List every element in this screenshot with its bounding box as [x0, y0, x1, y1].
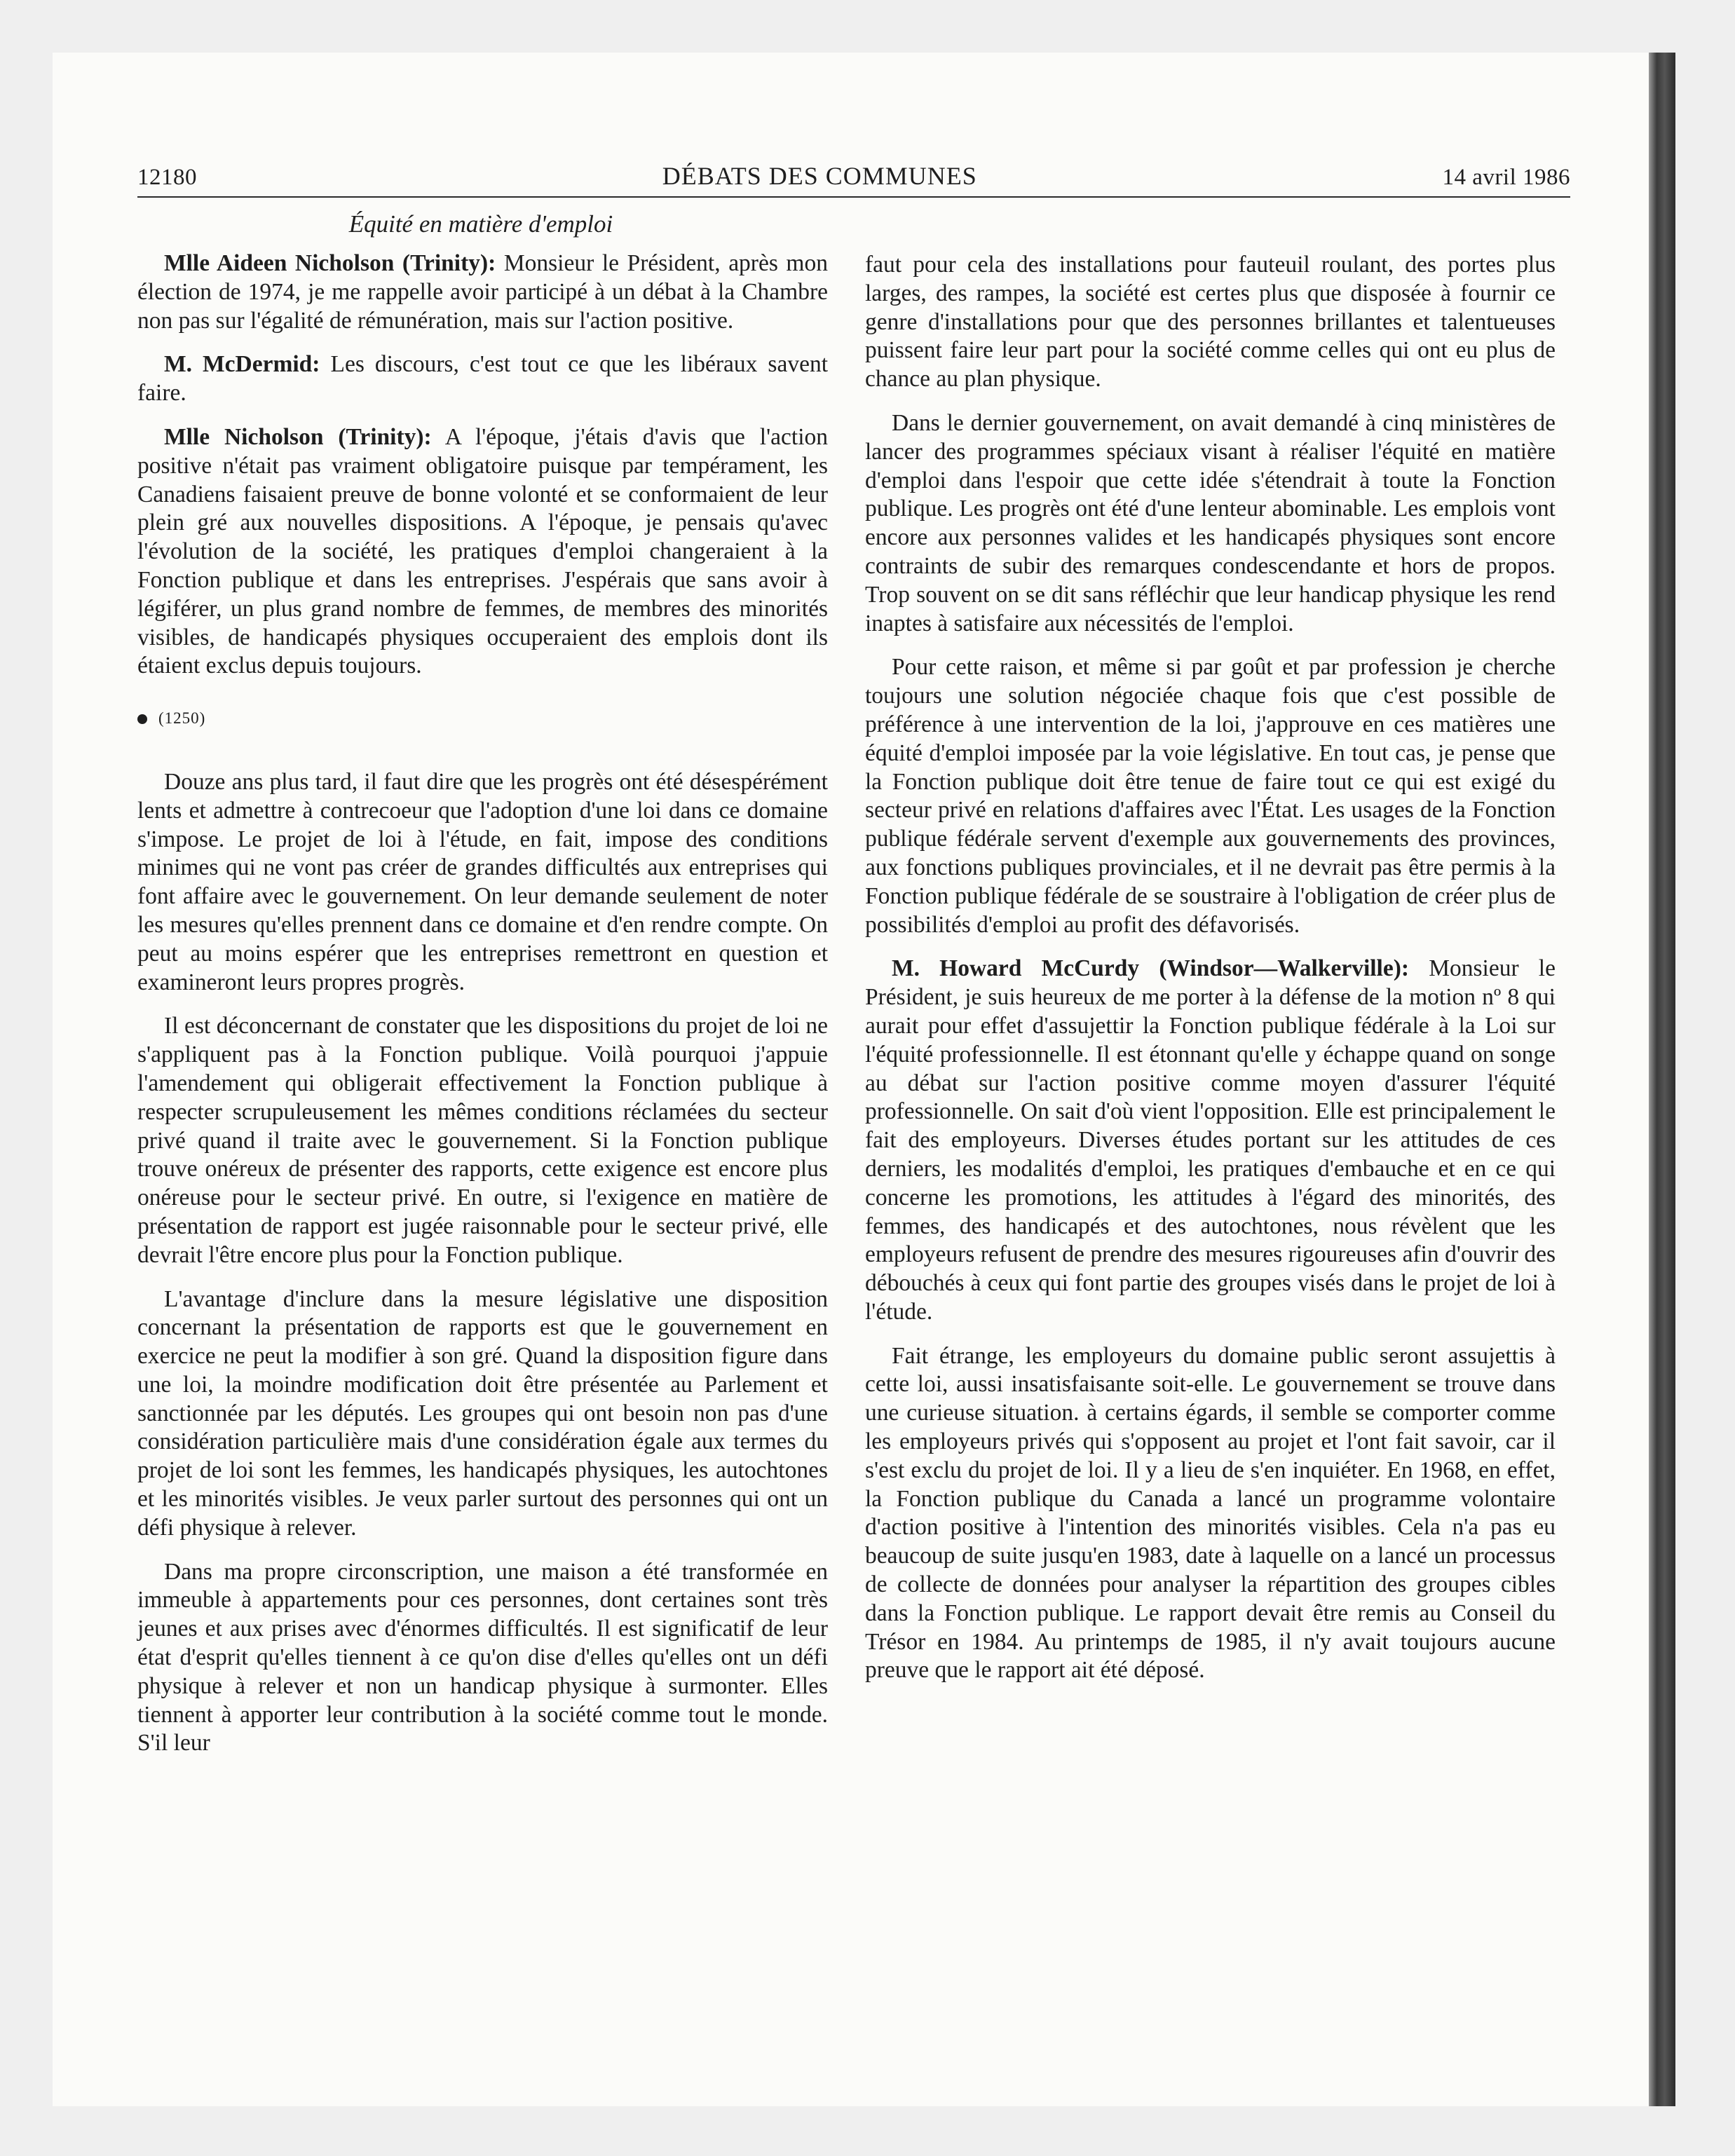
page-date: 14 avril 1986: [1442, 165, 1570, 190]
paragraph: L'avantage d'inclure dans la mesure législative une disposition concernant la présentation de rapports est que le gouvernement en exercice ne peut la modifier à son gré. Quand la disposition figure dans une loi, la moindre modification doit être présentée au Parlement et sanctionnée par les députés. Les groupes qui ont besoin non pas d'une considération particulière mais d'une considération égale aux termes du projet de loi sont les femmes, les handicapés physiques, les autochtones et les minorités visibles. Je veux parler surtout des personnes qui ont un défi physique à relever.: [137, 1285, 828, 1541]
speaker-name: M. McDermid:: [164, 351, 320, 378]
paragraph: Pour cette raison, et même si par goût et par profession je cherche toujours une solution négociée chaque fois que c'est possible de préférence à une intervention de la loi, j'approuve en ces matières une équité d'emploi imposée par la voie législative. En tout cas, je pense que la Fonction publique doit être tenue de faire tout ce qui est exigé du secteur privé en relations d'affaires avec l'État. Les usages de la Fonction publique fédérale servent d'exemple aux gouvernements des provinces, aux fonctions publiques provinciales, et il ne devrait pas être permis à la Fonction publique fédérale de se soustraire à l'obligation de créer plus de possibilités d'emploi au profit des défavorisés.: [865, 654, 1556, 938]
speech-text: Les discours, c'est tout ce que les libéraux savent faire.: [137, 351, 828, 407]
time-marker-label: (1250): [158, 709, 206, 728]
speaker-name: Mlle Nicholson (Trinity):: [164, 423, 432, 450]
section-title: Équité en matière d'emploi: [348, 210, 613, 238]
paragraph: [137, 423, 828, 681]
running-header: [137, 161, 1570, 198]
speaker-name: M. Howard McCurdy (Windsor—Walkerville):: [892, 955, 1410, 982]
time-marker: [137, 704, 828, 733]
paragraph: [137, 350, 828, 408]
paragraph: Dans le dernier gouvernement, on avait demandé à cinq ministères de lancer des programmes spéciaux visant à réaliser l'équité en matière d'emploi dans l'espoir que cette idée s'étendrait à toute la Fonction publique. Les progrès ont été d'une lenteur abominable. Les emplois vont encore aux personnes valides et les handicapés physiques sont encore contraints de subir des remarques condescendante et hors de propos. Trop souvent on se dit sans réfléchir que leur handicap physique les rend inaptes à satisfaire aux nécessités de l'emploi.: [865, 409, 1556, 636]
speech-text: A l'époque, j'étais d'avis que l'action positive n'était pas vraiment obligatoire puisque par tempérament, les Canadiens faisaient preuve de bonne volonté et se conformaient de leur plein gré aux nouvelles dispositions. A l'époque, je pensais qu'avec l'évolution de la société, les pratiques d'emploi changeraient à la Fonction publique et dans les entreprises. J'espérais que sans avoir à légiférer, un plus grand nombre de femmes, de membres des minorités visibles, de handicapés physiques occuperaient des emplois dont ils étaient exclus depuis toujours.: [137, 423, 828, 679]
speech-text: Monsieur le Président, je suis heureux de me porter à la défense de la motion nº 8 qui aurait pour effet d'assujettir la Fonction publique fédérale à la Loi sur l'équité professionnelle. Il est étonnant qu'elle y échappe quand on songe au débat sur l'action positive comme moyen d'assurer l'équité professionnelle. On sait d'où vient l'opposition. Elle est principalement le fait des employeurs. Diverses études portant sur les attitudes de ces derniers, les modalités d'emploi, les pratiques d'embauche et en ce qui concerne les promotions, les attitudes à l'égard des minorités, des femmes, des handicapés et des autochtones, nous révèlent que les employeurs refusent de prendre des mesures rigoureuses afin d'ouvrir des débouchés à ceux qui font partie des groupes visés dans le projet de loi à l'étude.: [865, 955, 1556, 1325]
left-column: [137, 250, 828, 1773]
paragraph: Fait étrange, les employeurs du domaine public seront assujettis à cette loi, aussi insatisfaisante soit-elle. Le gouvernement se trouve dans une curieuse situation. à certains égards, il semble se comporter comme les employeurs privés qui s'opposent au projet et l'ont fait savoir, car il s'est exclu du projet de loi. Il y a lieu de s'en inquiéter. En 1968, en effet, la Fonction publique du Canada a lancé un programme volontaire d'action positive à l'intention des minorités visibles. Cela n'a pas eu beaucoup de suite jusqu'en 1983, date à laquelle on a lancé un processus de collecte de données pour analyser la répartition des groupes cibles dans la Fonction publique. Le rapport devait être remis au Conseil du Trésor en 1984. Au printemps de 1985, il n'y avait toujours aucune preuve que le rapport ait été déposé.: [865, 1342, 1556, 1684]
paragraph: Il est déconcernant de constater que les dispositions du projet de loi ne s'appliquent pas à la Fonction publique. Voilà pourquoi j'appuie l'amendement qui obligerait effectivement la Fonction publique à respecter scrupuleusement les mêmes conditions réclamées du secteur privé quand il traite avec le gouvernement. Si la Fonction publique trouve onéreux de présenter des rapports, cette exigence est encore plus onéreuse pour le secteur privé. En outre, si l'exigence en matière de présentation de rapport est jugée raisonnable pour le secteur privé, elle devrait l'être encore plus pour la Fonction publique.: [137, 1013, 828, 1268]
page-number: 12180: [137, 165, 197, 190]
scan-edge: [1649, 53, 1675, 2106]
speech-text: Monsieur le Président, après mon élection de 1974, je me rappelle avoir participé à un débat à la Chambre non pas sur l'égalité de rémunération, mais sur l'action positive.: [137, 250, 828, 334]
speaker-name: Mlle Aideen Nicholson (Trinity):: [164, 250, 496, 276]
right-column: [865, 251, 1556, 1700]
bullet-icon: [137, 714, 147, 724]
paragraph: [865, 955, 1556, 1326]
paragraph: [137, 250, 828, 335]
publication-title: DÉBATS DES COMMUNES: [662, 162, 977, 190]
paragraph: Douze ans plus tard, il faut dire que les progrès ont été désespérément lents et admettre à contrecoeur que l'adoption d'une loi dans ce domaine s'impose. Le projet de loi à l'étude, en fait, impose des conditions minimes qui ne vont pas créer de grandes difficultés aux entreprises qui font affaire avec le gouvernement. On leur demande seulement de noter les mesures qu'elles prennent dans ce domaine et d'en rendre compte. On peut au moins espérer que les entreprises remettront en question et examineront leurs propres progrès.: [137, 768, 828, 995]
paragraph: Dans ma propre circonscription, une maison a été transformée en immeuble à appartements pour ces personnes, dont certaines sont très jeunes et aux prises avec d'énormes difficultés. Il est significatif de leur état d'esprit qu'elles tiennent à ce qu'on dise d'elles qu'elles ont un défi physique à relever et non un handicap physique à surmonter. Elles tiennent à apporter leur contribution à la société comme tout le monde. S'il leur: [137, 1558, 828, 1756]
paragraph: faut pour cela des installations pour fauteuil roulant, des portes plus larges, des rampes, la société est certes plus que disposée à fournir ce genre d'installations pour que des personnes brillantes et talentueuses puissent faire leur part pour la société comme celles qui ont eu plus de chance au plan physique.: [865, 252, 1556, 393]
